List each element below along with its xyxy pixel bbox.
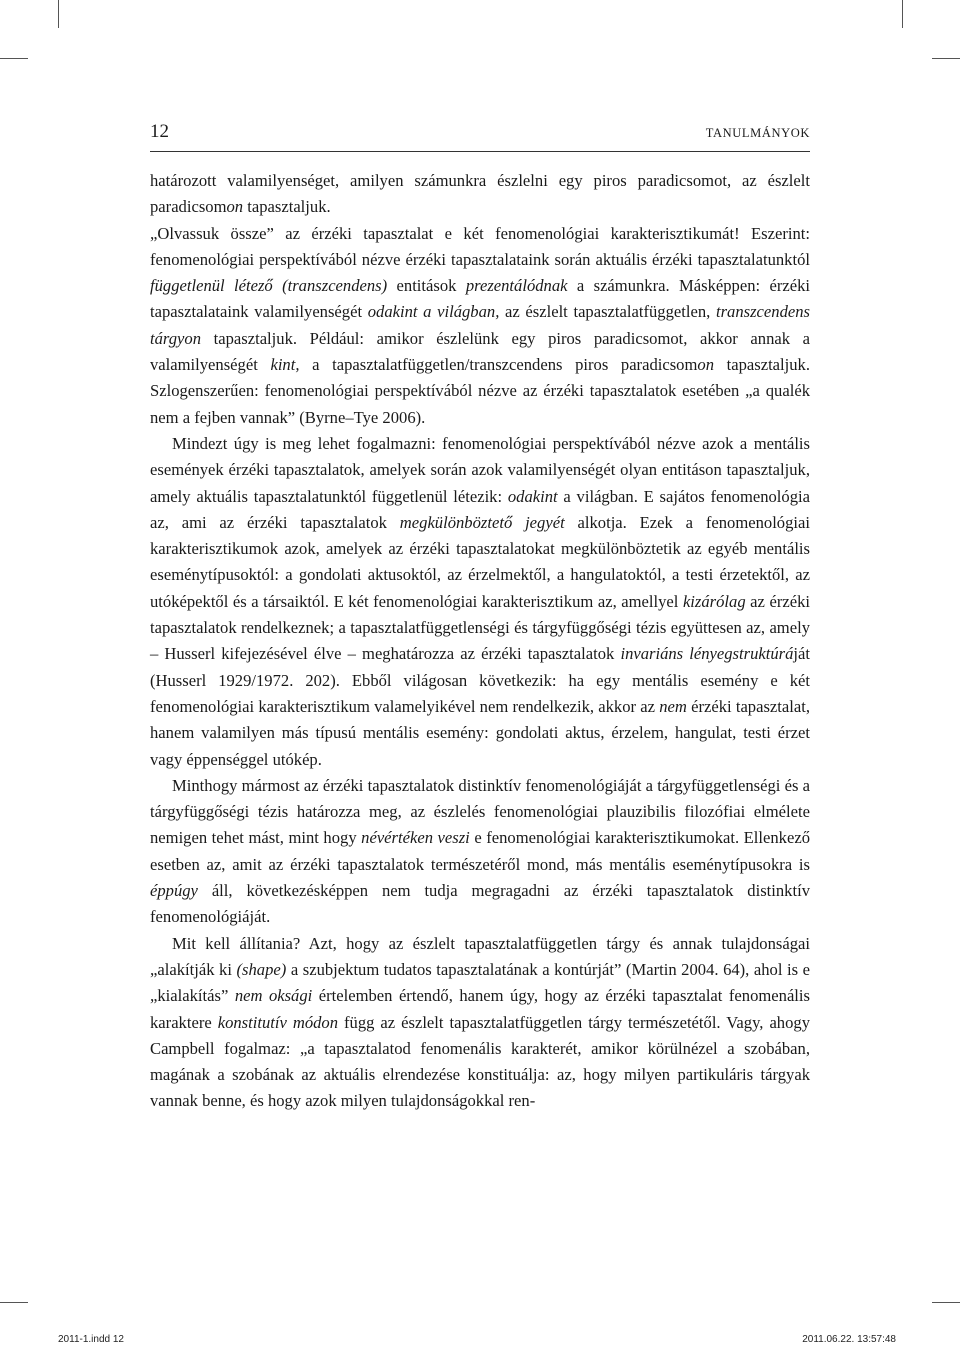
emphasis-text: éppúgy bbox=[150, 881, 198, 901]
text-run: Mindezt úgy is meg lehet fogalmazni: fenomenológiai perspektívából nézve azok a mentális események érzéki tapasztalatok, amelyek során azok valamilyenségét olyan entitáson tapasztaljuk, amely aktuális tapasztalatunktól függetlenül létezik: bbox=[150, 433, 810, 506]
header-rule bbox=[150, 151, 810, 152]
text-run: értelemben értendő, hanem úgy, hogy az érzéki tapasztalat fenomenális karaktere bbox=[150, 986, 810, 1032]
text-run: tapasztaljuk. bbox=[243, 197, 331, 217]
crop-mark bbox=[902, 0, 903, 28]
emphasis-text: függetlenül létező (transzcendens) bbox=[150, 276, 388, 296]
text-run: áll, következésképpen nem tudja megragadni az érzéki tapasztalatok distinktív fenomenológiáját. bbox=[150, 881, 810, 927]
text-run: Mit kell állítania? Azt, hogy az észlelt tapasztalatfüggetlen tárgy és annak tulajdonságai „alakítják ki bbox=[150, 933, 810, 979]
emphasis-text: on bbox=[226, 197, 244, 217]
text-run: alkotja. Ezek a fenomenológiai karakterisztikumok azok, amelyek az érzéki tapasztalatokat megkülönböztetik az egyéb mentális eseménytípusoktól: a gondolati aktusoktól, az érzelmektől, a hangulatoktól, a testi érzetektől, az utóképektől és a társaiktól. E két fenomenológiai karakterisztikum az, amellyel bbox=[150, 512, 810, 611]
text-run: tapasztaljuk. Például: amikor észlelünk egy piros paradicsomot, akkor annak a valamilyenségét bbox=[150, 328, 810, 375]
text-run: az észlelt tapasztalatfüggetlen, bbox=[499, 302, 716, 322]
text-run: tapasztaljuk. Szlogenszerűen: fenomenológiai perspektívából nézve az érzéki tapasztalatok esetében „a qualék nem a fejben vannak” (Byrne–Tye 2006). bbox=[150, 355, 811, 427]
section-title: TANULMÁNYOK bbox=[705, 126, 810, 140]
emphasis-text: névértéken veszi bbox=[361, 828, 470, 848]
emphasis-text: on bbox=[697, 355, 714, 375]
crop-mark bbox=[58, 0, 59, 28]
emphasis-text: kint, bbox=[270, 355, 300, 375]
paragraph bbox=[150, 431, 810, 773]
text-run: az érzéki tapasztalatok rendelkeznek; a tapasztalatfüggetlenségi és tárgyfüggőségi tézis együttesen az, amely – Husserl kifejezésével élve – meghatározza az érzéki tapasztalatok bbox=[150, 591, 810, 664]
running-header bbox=[150, 121, 810, 151]
crop-mark bbox=[932, 1302, 960, 1303]
emphasis-text: nem oksági bbox=[234, 986, 313, 1006]
slug-timestamp: 2011.06.22. 13:57:48 bbox=[802, 1334, 896, 1345]
paragraph bbox=[150, 168, 810, 221]
slug-file: 2011-1.indd 12 bbox=[58, 1334, 124, 1345]
text-run: entitások bbox=[387, 276, 466, 296]
text-run: a világban. E sajátos fenomenológia az, ami az érzéki tapasztalatok bbox=[150, 486, 810, 532]
emphasis-text: odakint bbox=[507, 486, 558, 506]
emphasis-text: kizárólag bbox=[682, 591, 746, 611]
paragraph bbox=[150, 773, 810, 931]
paragraph bbox=[150, 931, 810, 1115]
emphasis-text: (shape) bbox=[236, 959, 287, 979]
emphasis-text: prezentálódnak bbox=[465, 276, 568, 296]
text-run: határozott valamilyenséget, amilyen számunkra észlelni egy piros paradicsomot, az észlelt paradicsom bbox=[150, 171, 810, 217]
text-run: függ az észlelt tapasztalatfüggetlen tárgy természetétől. Vagy, ahogy Campbell fogalmaz: „a tapasztalatod fenomenális karakterét, amikor körülnézel a szobában, magának a szobának az aktuális elrendezése konstituálja: az, hogy milyen partikuláris tárgyak vannak benne, és hogy azok milyen tulajdonságokkal ren- bbox=[150, 1012, 810, 1111]
print-slug bbox=[0, 1331, 960, 1351]
emphasis-text: transzcendens tárgyon bbox=[150, 302, 810, 348]
article-body bbox=[150, 168, 810, 1115]
emphasis-text: nem bbox=[659, 696, 687, 716]
emphasis-text: odakint a világban, bbox=[367, 302, 500, 322]
paragraph bbox=[150, 221, 810, 431]
text-run: a tapasztalatfüggetlen/transzcendens piros paradicsom bbox=[299, 355, 698, 375]
text-run: a szubjektum tudatos tapasztalatának a kontúrját” (Martin 2004. 64), ahol is e „kialakítás” bbox=[150, 959, 810, 1006]
page-number: 12 bbox=[150, 121, 169, 142]
emphasis-text: invariáns lényegstruktúrá bbox=[620, 644, 794, 664]
text-run: e fenomenológiai karakterisztikumokat. Ellenkező esetben az, amit az érzéki tapasztalatok természetéről mond, más mentális eseménytípusokra is bbox=[150, 828, 810, 874]
text-run: Minthogy mármost az érzéki tapasztalatok distinktív fenomenológiáját a tárgyfüggetlenségi és a tárgyfüggőségi tézis határozza meg, az észlelés fenomenológiai plauzibilis filozófiai elmélete nemigen tehet mást, mint hogy bbox=[150, 775, 810, 848]
text-run: a számunkra. Másképpen: érzéki tapasztalataink valamilyenségét bbox=[150, 276, 810, 322]
crop-mark bbox=[932, 58, 960, 59]
emphasis-text: megkülönböztető jegyét bbox=[399, 512, 565, 532]
text-run: „Olvassuk össze” az érzéki tapasztalat e két fenomenológiai karakterisztikumát! Eszerint: fenomenológiai perspektívából nézve érzéki tapasztalataink során aktuális érzéki tapasztalatunktól bbox=[150, 223, 810, 269]
emphasis-text: konstitutív módon bbox=[217, 1012, 339, 1032]
crop-mark bbox=[0, 1302, 28, 1303]
text-run: ját (Husserl 1929/1972. 202). Ebből világosan következik: ha egy mentális esemény e két fenomenológiai karakterisztikum valamelyikével nem rendelkezik, akkor az bbox=[150, 644, 810, 716]
text-run: érzéki tapasztalat, hanem valamilyen más típusú mentális esemény: gondolati aktus, érzelem, hangulat, testi érzet vagy éppenséggel utókép. bbox=[150, 696, 811, 769]
crop-mark bbox=[0, 58, 28, 59]
